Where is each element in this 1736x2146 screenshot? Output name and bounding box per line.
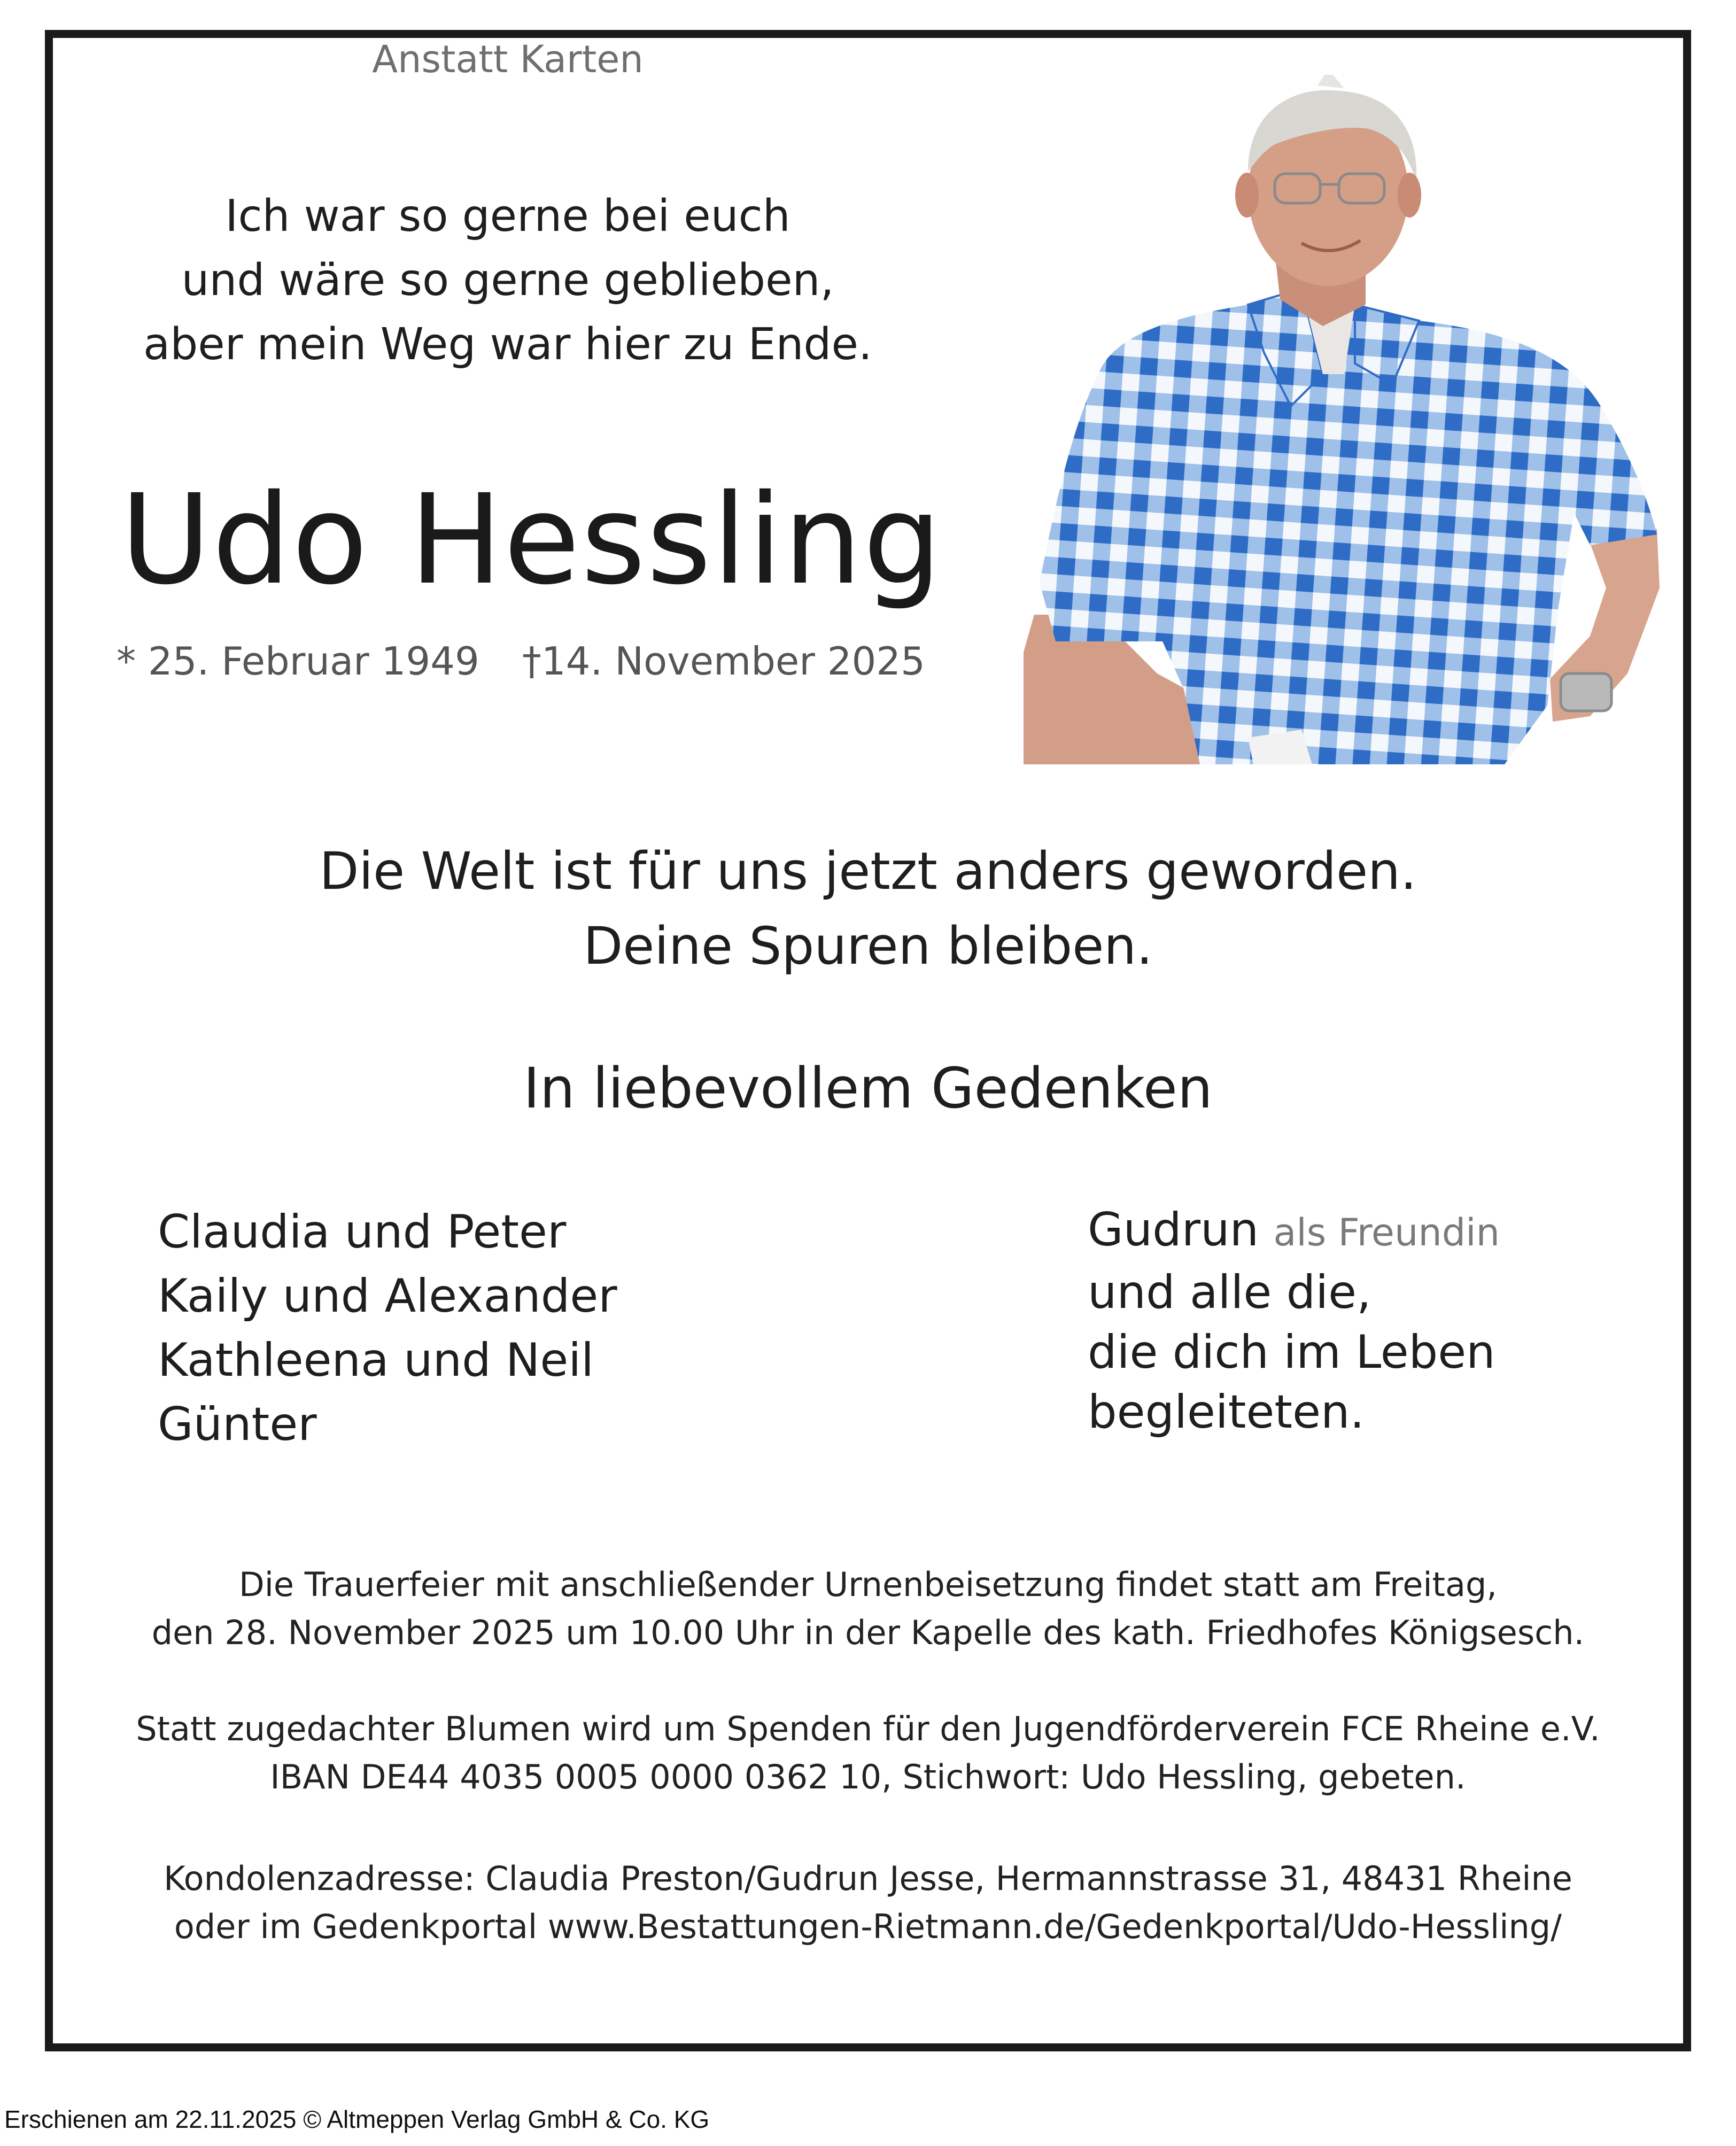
friend-note: als Freundin [1273,1211,1500,1254]
quote-line: Deine Spuren bleiben. [583,916,1153,976]
donation-line: Statt zugedachter Blumen wird um Spenden für den Jugendförderverein FCE Rheine e.V. [136,1709,1600,1748]
family-member: Claudia und Peter [158,1205,567,1259]
verse-line: Ich war so gerne bei euch [225,191,790,242]
ceremony-line: den 28. November 2025 um 10.00 Uhr in der Kapelle des kath. Friedhofes Königsesch. [151,1613,1585,1652]
verse-line: und wäre so gerne geblieben, [181,255,834,306]
donation-line: IBAN DE44 4035 0005 0000 0362 10, Stichwort: Udo Hessling, gebeten. [270,1757,1466,1796]
family-member: Kaily und Alexander [158,1269,617,1323]
family-list-right [1088,1200,1622,1442]
verse [80,184,935,377]
family-member: Kathleena und Neil [158,1334,594,1387]
condolence-line: Kondolenzadresse: Claudia Preston/Gudrun Jesse, Hermannstrasse 31, 48431 Rheine [164,1859,1572,1898]
friend-name: Gudrun [1088,1203,1259,1257]
birth-date: * 25. Februar 1949 [117,639,479,684]
family-member: die dich im Leben [1088,1326,1495,1379]
deceased-name: Udo Hessling [120,468,943,612]
family-member: begleiteten. [1088,1385,1365,1439]
condolence-info [107,1855,1629,1951]
ceremony-line: Die Trauerfeier mit anschließender Urnenbeisetzung findet statt am Freitag, [238,1565,1498,1604]
family-list-left [158,1200,959,1457]
donation-info [107,1705,1629,1801]
family-member [1088,1200,1622,1262]
memorial-quote [107,834,1629,983]
memory-heading: In liebevollem Gedenken [523,1056,1213,1121]
quote-line: Die Welt ist für uns jetzt anders geworden. [319,841,1417,901]
family-member: und alle die, [1088,1266,1371,1319]
publication-footer: Erschienen am 22.11.2025 © Altmeppen Verlag GmbH & Co. KG [4,2105,710,2133]
death-date: †14. November 2025 [522,639,925,684]
intro-text: Anstatt Karten [372,37,644,81]
portrait-photo [1024,75,1665,764]
condolence-line: oder im Gedenkportal www.Bestattungen-Rietmann.de/Gedenkportal/Udo-Hessling/ [174,1907,1562,1946]
ceremony-info [107,1561,1629,1657]
life-dates [117,639,1025,684]
family-member: Günter [158,1398,317,1451]
verse-line: aber mein Weg war hier zu Ende. [143,319,872,370]
